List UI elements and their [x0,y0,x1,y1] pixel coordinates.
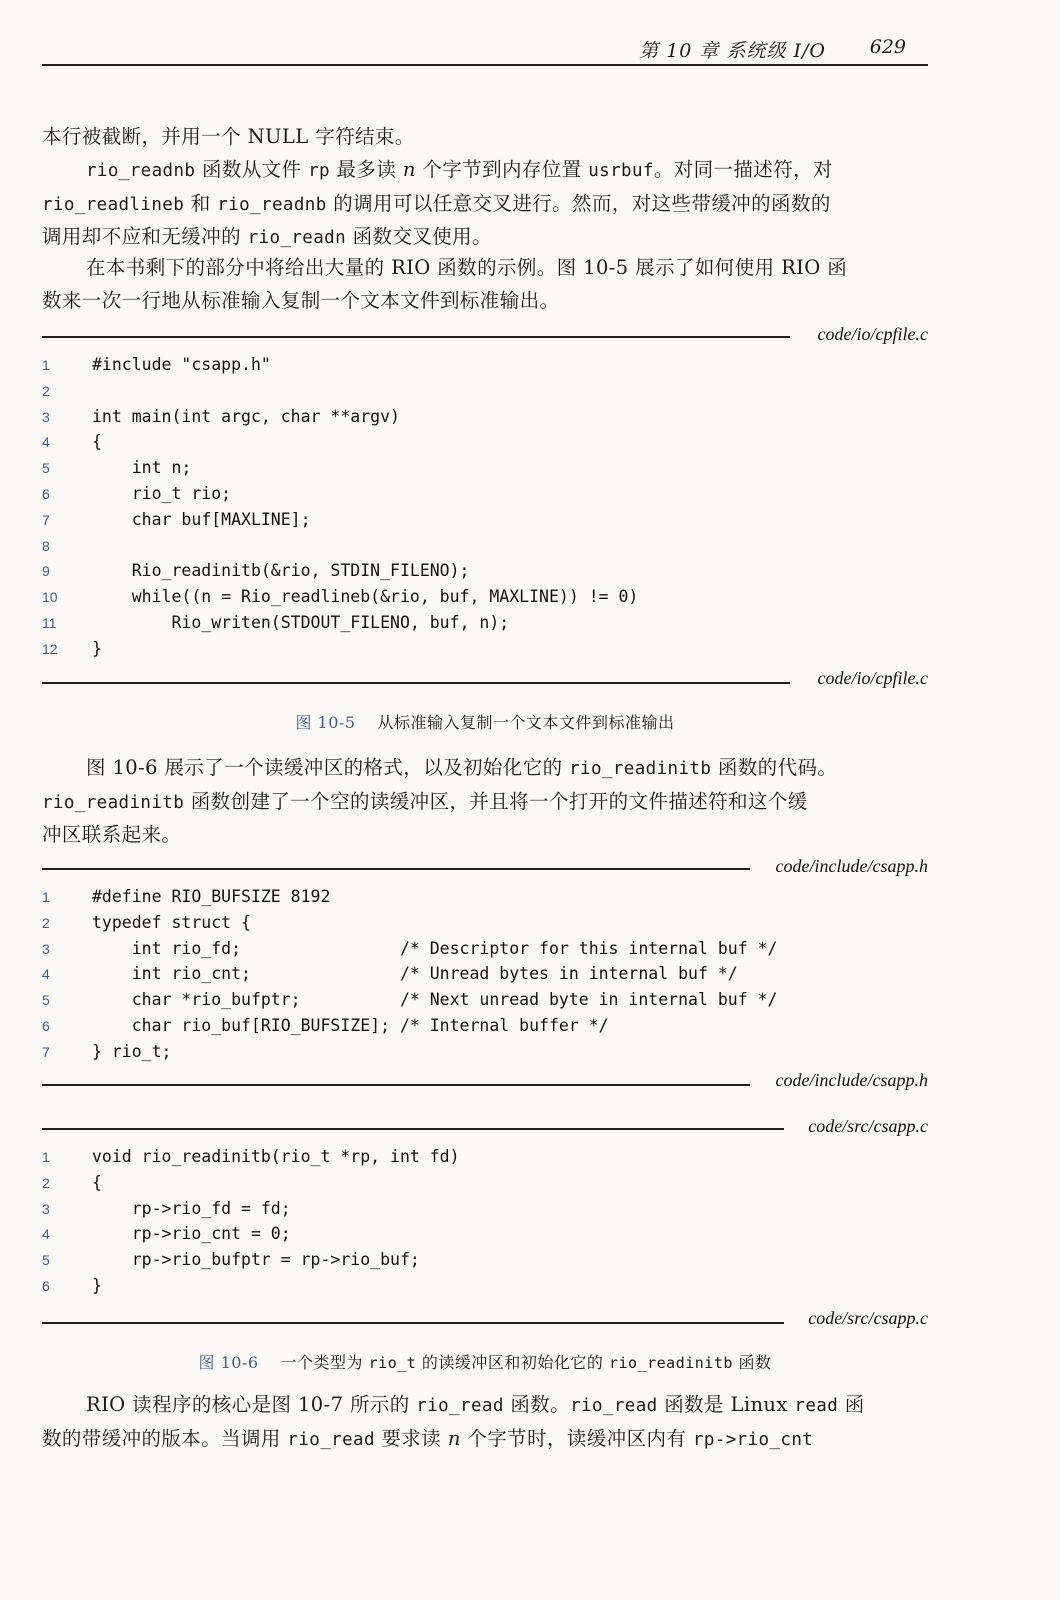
line-number: 12 [42,640,58,657]
line-number: 1 [42,889,50,905]
listing-filename: code/io/cpfile.c [817,324,928,344]
code-text: int rio_cnt; /* Unread bytes in internal buf */ [92,964,738,984]
code-text: Rio_readinitb(&rio, STDIN_FILENO); [92,561,470,581]
listing-filename-bottom: code/include/csapp.h [775,1070,928,1090]
line-number: 9 [42,563,50,580]
line-number: 3 [42,940,50,957]
paragraph-5 [42,1389,928,1456]
inline-code: rio_read [287,1429,375,1450]
line-number: 6 [42,1018,50,1034]
code-text: char *rio_bufptr; /* Next unread byte in internal buf */ [92,990,778,1010]
code-text: { [92,432,102,452]
listing-top-rule [42,1128,784,1130]
code-text: } [92,1276,102,1295]
inline-code: rio_readn [247,228,347,248]
code-text: { [92,1172,102,1192]
page-number: 629 [869,36,906,58]
paragraph-4 [42,752,928,852]
header-rule [42,64,928,66]
code-text: #define RIO_BUFSIZE 8192 [92,887,331,906]
line-number: 7 [42,1043,50,1060]
text-line: RIO 读程序的核心是图 10-7 所示的 rio_read 函数。rio_read 函数是 Linux read 函 [86,1393,865,1416]
figure-caption-10-5 [42,710,928,733]
code-text: } [92,638,102,658]
line-number: 7 [42,511,50,528]
line-number: 2 [42,382,50,399]
text-line: rio_readnb 函数从文件 rp 最多读 n 个字节到内存位置 usrbuf。对同一描述符，对 [86,158,833,181]
line-number: 11 [42,615,57,631]
listing-bottom-rule [42,682,790,684]
line-number: 10 [42,589,58,606]
text-line: 冲区联系起来。 [42,823,182,846]
text-line: 调用却不应和无缓冲的 rio_readn 函数交叉使用。 [42,225,492,248]
inline-code: rio_read [416,1396,504,1416]
text-line: 数的带缓冲的版本。当调用 rio_read 要求读 n 个字节时，读缓冲区内有 rp->rio_cnt [42,1426,814,1450]
code-text: typedef struct { [92,912,251,932]
code-text: Rio_writen(STDOUT_FILENO, buf, n); [92,613,510,632]
listing-bottom-rule [42,1084,750,1086]
line-number: 5 [42,1252,50,1269]
code-text: rp->rio_bufptr = rp->rio_buf; [92,1250,420,1270]
listing-filename: code/include/csapp.h [775,856,928,876]
code-listing-csapp-h [42,852,928,1092]
line-number: 8 [42,537,50,554]
code-text: int main(int argc, char **argv) [92,406,400,426]
inline-code: rio_readinitb [608,1354,733,1372]
inline-code: rio_t [368,1354,417,1372]
code-listing-cpfile [42,318,928,690]
code-listing-csapp-c [42,1112,928,1332]
code-text: int rio_fd; /* Descriptor for this internal buf */ [92,938,778,958]
line-number: 5 [42,992,50,1009]
caption-text: 从标准输入复制一个文本文件到标准输出 [377,713,675,732]
figure-caption-10-6: 图 10-6 一个类型为 rio_t 的读缓冲区和初始化它的 rio_readinitb 函数 [198,1353,772,1372]
inline-code: rio_readinitb [569,759,712,779]
code-text: } rio_t; [92,1041,172,1061]
inline-code: rio_readinitb [42,792,185,813]
text-line: 在本书剩下的部分中将给出大量的 RIO 函数的示例。图 10-5 展示了如何使用 RIO 函 [86,256,848,279]
paragraph-1 [42,121,928,154]
text-line: rio_readinitb 函数创建了一个空的读缓冲区，并且将一个打开的文件描述符和这个缓 [42,789,808,813]
listing-filename: code/src/csapp.c [808,1116,928,1136]
figure-label: 图 10-5 [295,713,356,732]
inline-code: rio_readlineb [42,194,185,215]
text-line: 图 10-6 展示了一个读缓冲区的格式，以及初始化它的 rio_readinitb 函数的代码。 [86,756,838,779]
line-number: 4 [42,1226,50,1243]
code-text: while((n = Rio_readlineb(&rio, buf, MAXLINE)) != 0) [92,587,639,607]
listing-filename-bottom: code/io/cpfile.c [817,668,928,688]
running-header [42,32,928,62]
chapter-title: 第 10 章 系统级 I/O [639,40,826,62]
line-number: 4 [42,434,50,451]
paragraph-2 [42,154,928,255]
code-text: int n; [92,458,192,478]
line-number: 5 [42,460,50,477]
text-line: 数来一次一行地从标准输入复制一个文本文件到标准输出。 [42,288,560,312]
inline-code: rio_readnb [86,161,196,181]
listing-bottom-rule [42,1322,784,1324]
line-number: 3 [42,1200,50,1217]
line-number: 1 [42,1149,50,1165]
line-number: 3 [42,408,50,425]
code-text: rio_t rio; [92,484,232,503]
code-text: char rio_buf[RIO_BUFSIZE]; /* Internal buffer */ [92,1016,609,1035]
figure-label: 图 10-6 [198,1353,259,1372]
line-number: 2 [42,914,50,931]
text-line: 本行被截断，并用一个 NULL 字符结束。 [42,125,415,148]
line-number: 6 [42,1278,50,1294]
listing-top-rule [42,868,750,870]
text-line: rio_readlineb 和 rio_readnb 的调用可以任意交叉进行。然而，对这些带缓冲的函数的 [42,191,831,215]
line-number: 4 [42,966,50,983]
listing-filename-bottom: code/src/csapp.c [808,1308,928,1328]
paragraph-3 [42,252,928,317]
code-text: char buf[MAXLINE]; [92,509,311,529]
listing-top-rule [42,336,790,338]
line-number: 6 [42,486,50,502]
code-text: rp->rio_fd = fd; [92,1198,291,1218]
line-number: 2 [42,1174,50,1191]
code-text: void rio_readinitb(rio_t *rp, int fd) [92,1147,460,1166]
line-number: 1 [42,357,50,373]
code-text: #include "csapp.h" [92,355,271,374]
code-text: rp->rio_cnt = 0; [92,1224,291,1244]
